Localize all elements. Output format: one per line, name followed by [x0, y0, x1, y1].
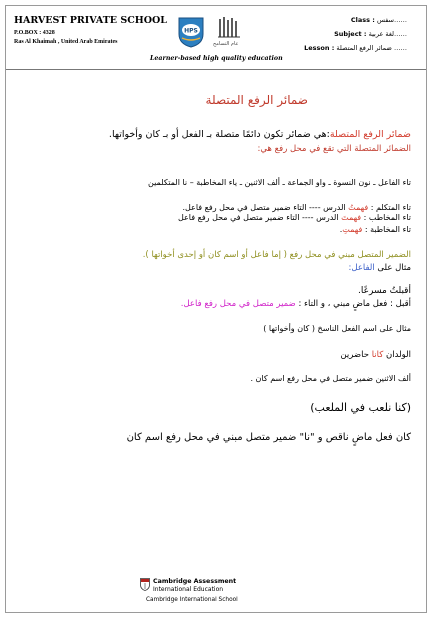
cambridge-shield-icon [140, 578, 150, 591]
school-name: HARVEST PRIVATE SCHOOL [14, 15, 167, 26]
cambridge-line-2: International Education [153, 586, 224, 593]
lesson-label: Lesson : [304, 44, 335, 52]
lesson-title: ضمائر الرفع المتصلة [205, 93, 308, 107]
example-prefix: تاء المخاطب : [361, 213, 411, 222]
po-box: P.O.BOX : 4328 [14, 30, 55, 36]
cambridge-line-3: Cambridge International School [146, 597, 238, 603]
tolerance-year-text: عام التسامح [213, 41, 239, 47]
lesson-row [304, 44, 407, 52]
subheading: الضمائر المتصلة التي تقع في محل رفع هي: [257, 144, 411, 154]
class-row [351, 16, 407, 24]
example-rest: الدرس ---- التاء ضمير متصل في محل رفع فاعل. [182, 203, 349, 212]
example-rest: الدرس ---- التاء ضمير متصل في محل رفع فاعل [177, 213, 342, 222]
analysis-one-prefix: أقبل : فعل ماضٍ مبني ، و التاء : [295, 299, 411, 309]
sentence-three: (كنا نلعب في الملعب) [310, 401, 411, 414]
cambridge-line-1: Cambridge Assessment [153, 578, 237, 585]
example-word: فهمتِ [342, 225, 363, 234]
school-address: Ras Al Khaimah , United Arab Emirates [14, 39, 118, 45]
definition-text: :هي ضمائر تكون دائمًا متصلة بـ الفعل أو بـ كان وأخواتها. [108, 129, 330, 140]
example-line [182, 203, 411, 212]
rule-text: الضمير المتصل مبني في محل رفع ( إما فاعل أو اسم كان أو إحدى أخواتها ). [142, 250, 411, 260]
sentence-one: أقبلتُ مسرعًا. [358, 286, 411, 296]
header-divider [6, 69, 426, 70]
analysis-three: كان فعل ماضٍ ناقص و "نا" ضمير متصل مبني في محل رفع اسم كان [126, 432, 411, 443]
class-label: Class : [350, 16, 375, 24]
example-verb-prefix: مثال على [374, 263, 411, 273]
school-logo-icon [176, 16, 206, 48]
example-kana-heading: مثال على اسم الفعل الناسخ ( كان وأخواتها ) [263, 324, 411, 333]
example-prefix: تاء المخاطبة : [362, 225, 411, 234]
pronoun-list: تاء الفاعل ـ نون النسوة ـ واو الجماعة ـ ألف الاثنين ـ ياء المخاطبة – نا المتكلمين [148, 178, 411, 187]
sentence-two-highlight: كانا [371, 350, 384, 360]
svg-text:HPS: HPS [184, 27, 198, 35]
example-verb-heading [349, 263, 411, 273]
sentence-two [340, 350, 411, 360]
sentence-two-rest: حاضرين [340, 350, 372, 360]
definition-term: ضمائر الرفع المتصلة [329, 129, 411, 140]
class-value: ……سفس [376, 16, 407, 24]
example-rest: . [339, 225, 343, 234]
analysis-two: ألف الاثنين ضمير متصل في محل رفع اسم كان . [250, 374, 411, 383]
definition [109, 129, 411, 140]
school-motto: Learner-based high quality education [150, 55, 283, 62]
subject-value: ……لغة عربية [368, 30, 407, 38]
sentence-two-prefix: الولدان [383, 350, 411, 360]
analysis-one-highlight: ضمير متصل في محل رفع فاعل. [180, 299, 296, 309]
example-verb-word: الفاعل: [348, 263, 375, 273]
subject-row [334, 30, 407, 38]
example-line [340, 225, 411, 234]
example-prefix: تاء المتكلم : [368, 203, 411, 212]
analysis-one [181, 299, 411, 309]
subject-label: Subject : [334, 30, 367, 38]
lesson-value: …… ضمائر الرفع المتصلة [336, 44, 407, 52]
example-line [178, 213, 411, 222]
example-word: فهمتَ [341, 213, 362, 222]
example-word: فهمتُ [348, 203, 369, 212]
